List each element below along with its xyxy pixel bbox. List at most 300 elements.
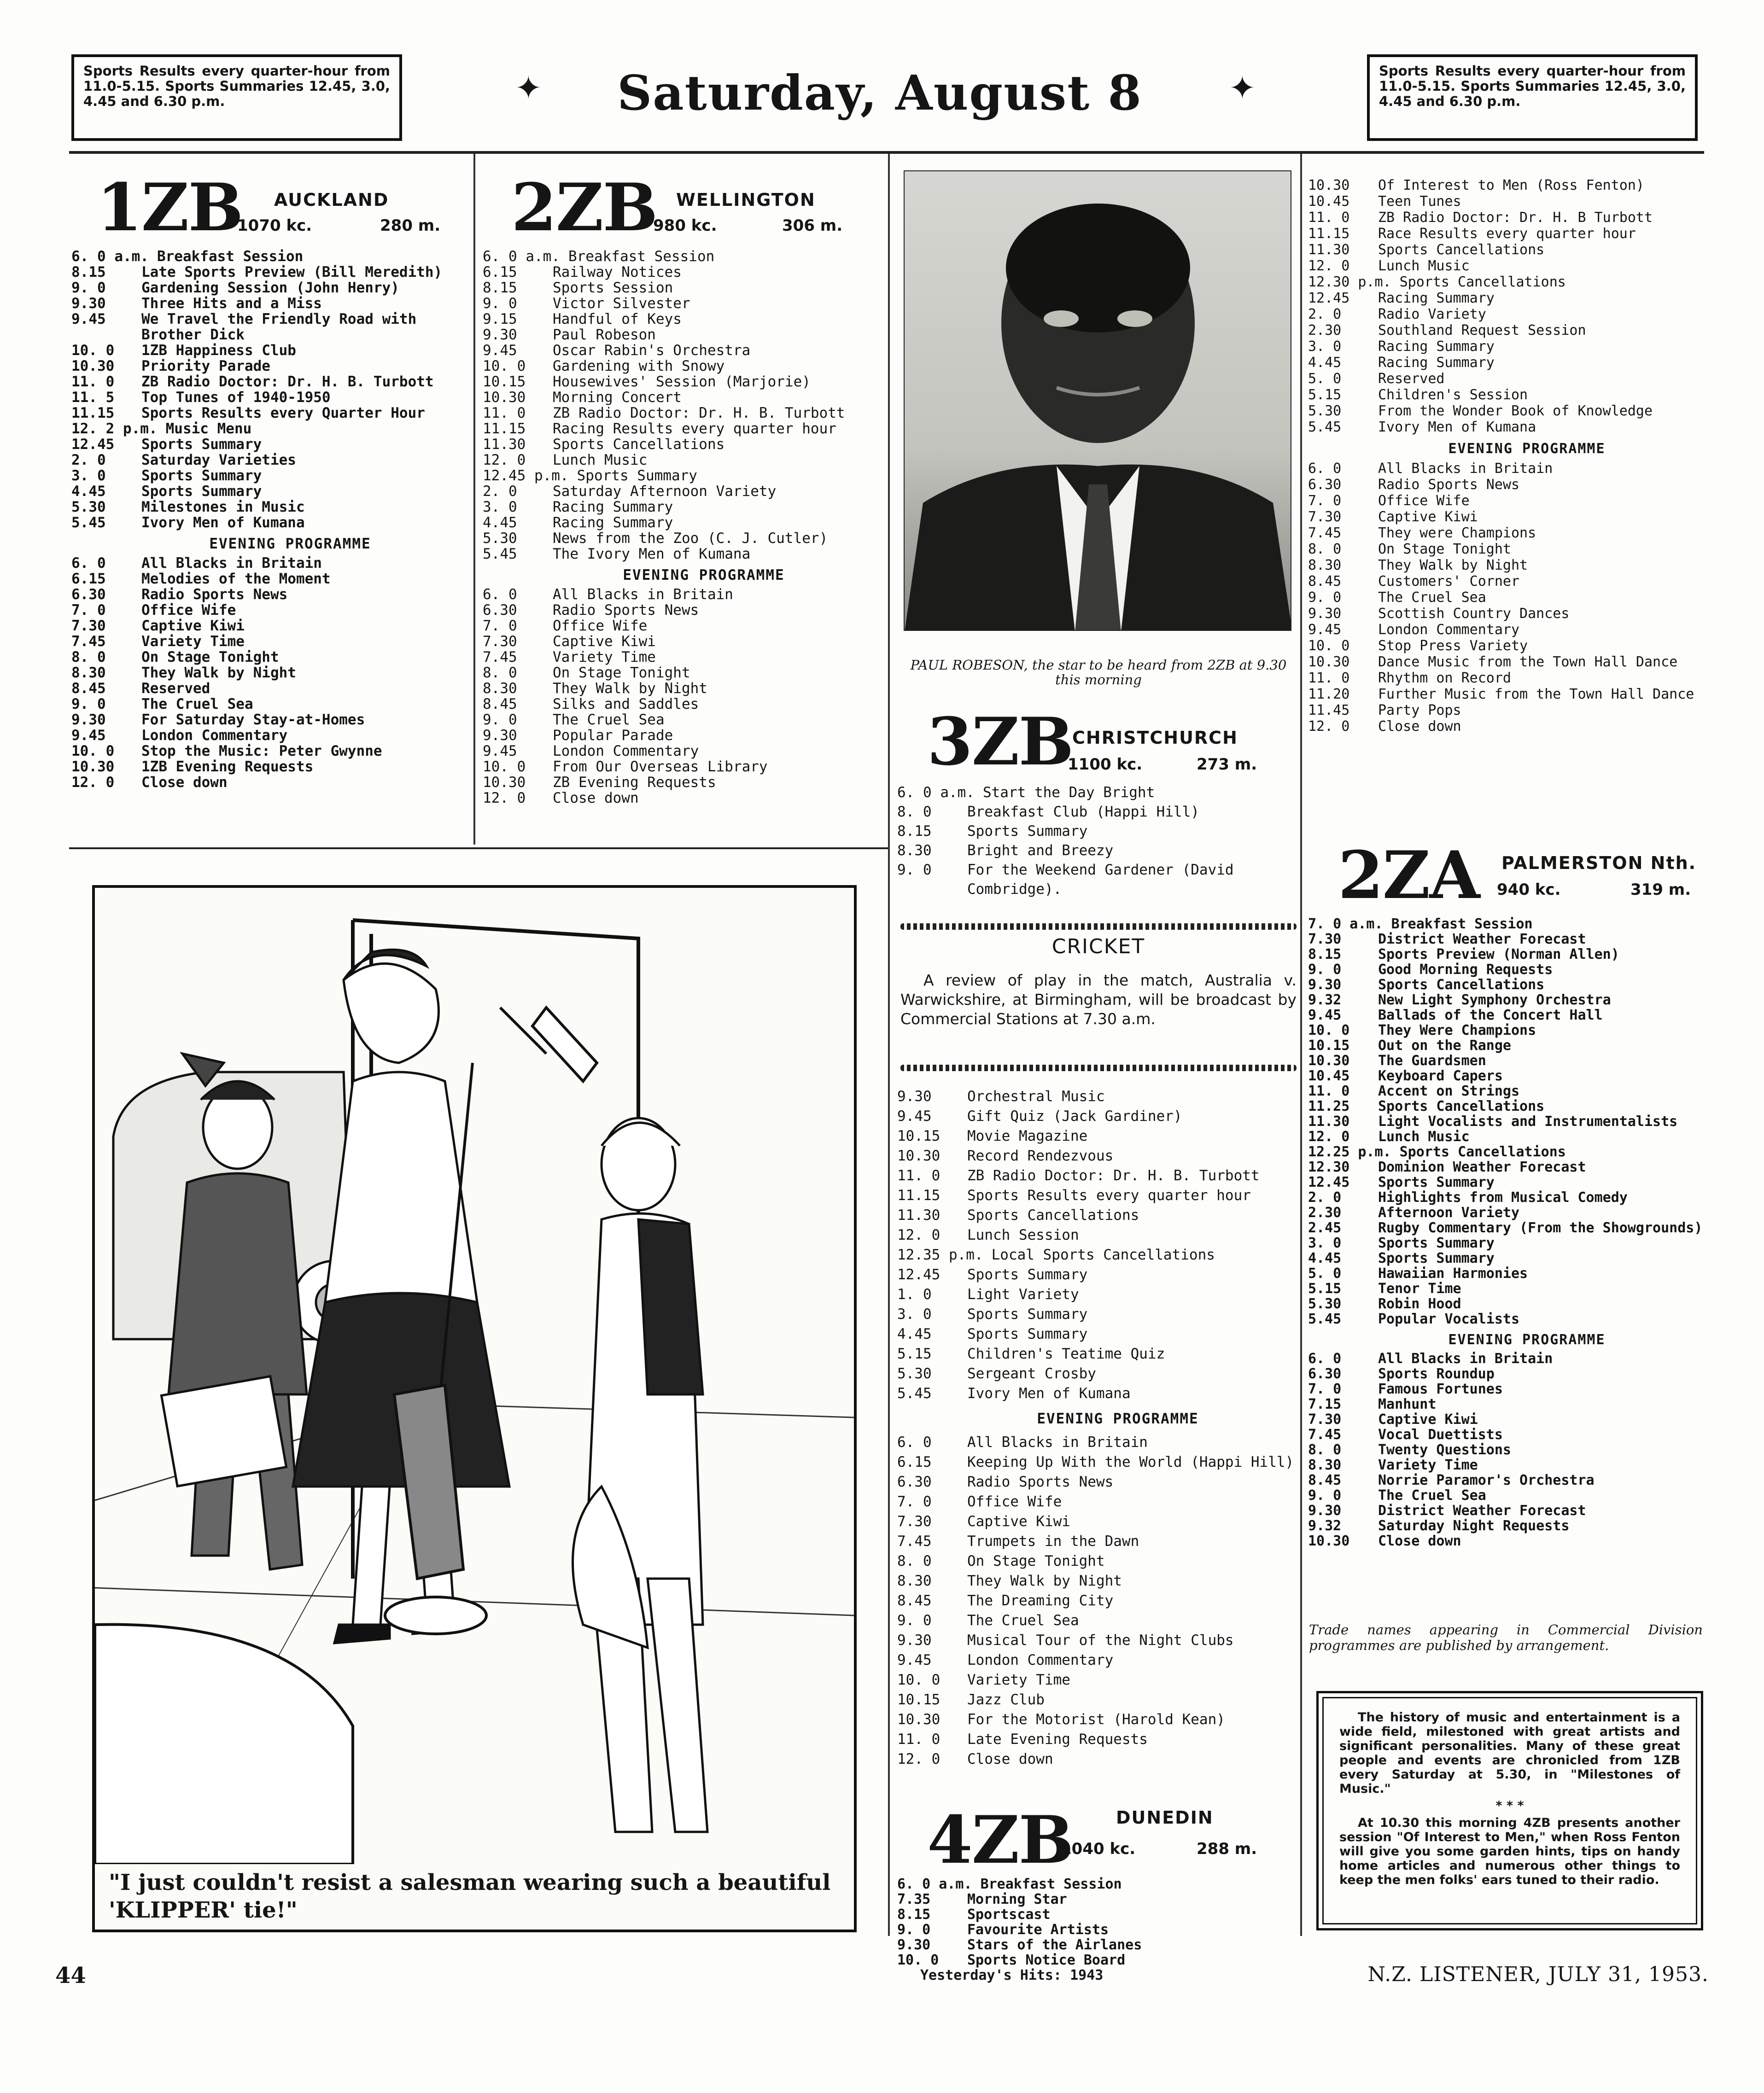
program-title: Sportscast xyxy=(967,1906,1051,1923)
program-item xyxy=(1308,274,1704,290)
program-item xyxy=(1308,1296,1704,1312)
program-time: 7.45 xyxy=(483,649,517,665)
program-item xyxy=(483,343,883,358)
program-title: Variety Time xyxy=(1378,1457,1478,1473)
program-time: 4.45 xyxy=(483,514,517,531)
program-title: On Stage Tonight xyxy=(1378,541,1511,557)
program-item xyxy=(71,280,467,296)
program-item xyxy=(1308,1220,1704,1236)
program-item xyxy=(1308,525,1704,541)
program-time: 11.45 xyxy=(1308,702,1350,718)
program-item xyxy=(71,421,467,437)
program-time: 9. 0 xyxy=(1308,962,1342,978)
program-item xyxy=(1308,1312,1704,1327)
program-time: 9.45 xyxy=(897,1652,932,1668)
program-item xyxy=(71,358,467,374)
program-title: Saturday Night Requests xyxy=(1378,1518,1570,1534)
paul-robeson-photo xyxy=(904,170,1291,631)
program-item xyxy=(1308,670,1704,686)
program-title: London Commentary xyxy=(553,743,699,759)
program-time: 9. 0 xyxy=(897,1922,931,1938)
program-list xyxy=(71,249,467,790)
program-title: From the Wonder Book of Knowledge xyxy=(1378,403,1653,419)
program-title: Sports Summary xyxy=(967,823,1088,840)
program-title: On Stage Tonight xyxy=(967,1553,1105,1569)
program-time: 7.45 xyxy=(897,1533,932,1550)
program-title: Customers' Corner xyxy=(1378,573,1520,589)
station-city: WELLINGTON xyxy=(676,190,816,210)
program-item xyxy=(1308,962,1704,977)
program-time: 12. 0 xyxy=(897,1751,940,1767)
program-title: Favourite Artists xyxy=(967,1922,1109,1938)
program-title: Trumpets in the Dawn xyxy=(967,1533,1139,1550)
station-city: DUNEDIN xyxy=(1116,1807,1214,1828)
program-title: Railway Notices xyxy=(553,264,682,280)
program-time: 9.45 xyxy=(71,727,106,744)
program-title: Light Vocalists and Instrumentalists xyxy=(1378,1114,1678,1130)
program-time: 6. 0 a.m. xyxy=(897,1876,972,1892)
station-frequency: 1040 kc. xyxy=(1061,1840,1136,1858)
program-item xyxy=(897,1591,1297,1611)
program-item xyxy=(483,743,883,759)
photo-caption: PAUL ROBESON, the star to be heard from 2ZB at 9.30 this morning xyxy=(910,657,1287,688)
table-icon xyxy=(95,1625,353,1864)
program-time: 11. 0 xyxy=(1308,210,1350,226)
program-time: 12. 2 p.m. xyxy=(71,420,158,437)
program-time: 4.45 xyxy=(897,1326,932,1342)
program-item xyxy=(483,452,883,468)
program-item xyxy=(1308,1266,1704,1281)
program-item xyxy=(71,665,467,681)
program-time: 5.15 xyxy=(1308,387,1342,403)
program-time: 4.45 xyxy=(1308,355,1342,371)
program-title: Dance Music from the Town Hall Dance xyxy=(1378,654,1678,670)
program-item xyxy=(483,421,883,437)
program-list xyxy=(897,1877,1297,1968)
program-item xyxy=(1308,290,1704,306)
program-item xyxy=(1308,1281,1704,1296)
program-title: News from the Zoo (C. J. Cutler) xyxy=(553,530,828,547)
program-title: Norrie Paramor's Orchestra xyxy=(1378,1472,1595,1488)
program-title: Sports Cancellations xyxy=(1378,242,1545,258)
program-time: 2. 0 xyxy=(71,452,106,468)
program-time: 8.15 xyxy=(71,264,106,280)
program-time: 10. 0 xyxy=(483,758,526,775)
program-title: Rhythm on Record xyxy=(1378,670,1511,686)
program-item xyxy=(1308,1068,1704,1084)
program-time: 8. 0 xyxy=(71,649,106,665)
program-title: Sports Summary xyxy=(141,436,262,453)
program-item xyxy=(1308,1518,1704,1533)
program-time: 3. 0 xyxy=(1308,1235,1342,1251)
program-title: For the Motorist (Harold Kean) xyxy=(967,1711,1225,1728)
program-time: 9. 0 xyxy=(897,862,932,878)
program-item xyxy=(483,775,883,790)
program-time: 7.30 xyxy=(71,618,106,634)
program-item xyxy=(897,783,1297,802)
program-item xyxy=(897,1384,1297,1404)
program-item xyxy=(1308,226,1704,242)
program-item xyxy=(1308,1175,1704,1190)
program-title: Radio Variety xyxy=(1378,306,1486,322)
program-item xyxy=(483,311,883,327)
program-time: 5.45 xyxy=(1308,1311,1342,1327)
program-time: 9.30 xyxy=(71,295,106,312)
program-title: The Ivory Men of Kumana xyxy=(553,546,751,562)
program-title: Dominion Weather Forecast xyxy=(1378,1159,1586,1175)
program-title: Stars of the Airlanes xyxy=(967,1937,1142,1953)
program-item xyxy=(71,743,467,759)
program-item xyxy=(897,1532,1297,1551)
program-title: All Blacks in Britain xyxy=(967,1434,1148,1451)
program-item xyxy=(483,296,883,311)
program-time: 7.30 xyxy=(1308,1411,1342,1428)
program-title: The Dreaming City xyxy=(967,1592,1114,1609)
program-time: 6.15 xyxy=(483,264,517,280)
header-rule xyxy=(69,151,1704,154)
program-title: Sports Notice Board xyxy=(967,1952,1126,1968)
program-title: Accent on Strings xyxy=(1378,1083,1520,1099)
program-item xyxy=(1308,1382,1704,1397)
program-title: Famous Fortunes xyxy=(1378,1381,1503,1397)
program-item xyxy=(1308,718,1704,735)
housewife-figure xyxy=(293,950,509,1643)
program-item xyxy=(897,1305,1297,1324)
program-item xyxy=(1308,1008,1704,1023)
program-time: 5.45 xyxy=(897,1385,932,1402)
program-title: Teen Tunes xyxy=(1378,193,1461,210)
program-time: 7. 0 xyxy=(71,602,106,618)
program-item xyxy=(1308,1533,1704,1549)
program-item xyxy=(897,1146,1297,1166)
program-time: 2. 0 xyxy=(483,483,517,500)
program-title: 1ZB Evening Requests xyxy=(141,758,314,775)
program-title: Close down xyxy=(967,1751,1053,1767)
program-time: 10.30 xyxy=(71,358,115,374)
program-title: Movie Magazine xyxy=(967,1128,1088,1144)
program-item xyxy=(897,1892,1297,1907)
info-box-stars: * * * xyxy=(1495,1799,1524,1813)
program-time: 9.15 xyxy=(483,311,517,327)
program-title: Breakfast Session xyxy=(568,248,715,265)
program-title: Popular Parade xyxy=(553,727,673,744)
program-title: They were Champions xyxy=(1378,525,1536,541)
program-time: 9. 0 xyxy=(71,696,106,712)
program-title: London Commentary xyxy=(967,1652,1114,1668)
program-title: Breakfast Session xyxy=(980,1876,1122,1892)
program-title: They Were Champions xyxy=(1378,1022,1536,1038)
program-item xyxy=(897,860,1297,899)
program-item xyxy=(483,634,883,649)
program-time: 7. 0 xyxy=(1308,493,1342,509)
program-time: 9.45 xyxy=(71,311,106,327)
program-item xyxy=(1308,916,1704,932)
program-item xyxy=(71,437,467,452)
program-list xyxy=(1308,916,1704,1549)
program-title: Sports Summary xyxy=(141,483,262,500)
program-title: Radio Sports News xyxy=(967,1474,1114,1490)
program-title: Local Sports Cancellations xyxy=(991,1247,1215,1263)
program-time: 9.30 xyxy=(897,1937,931,1953)
program-time: 10.30 xyxy=(1308,177,1350,193)
program-title: Sports Summary xyxy=(967,1266,1088,1283)
station-city: PALMERSTON Nth. xyxy=(1501,853,1697,873)
program-time: 10. 0 xyxy=(1308,1022,1350,1038)
program-time: 10. 0 xyxy=(71,743,115,759)
program-item xyxy=(71,499,467,515)
program-title: Sports Cancellations xyxy=(1378,1098,1545,1114)
program-title: District Weather Forecast xyxy=(1378,1503,1586,1519)
program-title: Milestones in Music xyxy=(141,499,305,515)
program-title: Morning Concert xyxy=(553,389,682,406)
program-title: Handful of Keys xyxy=(553,311,682,327)
cartoon-panel xyxy=(92,885,857,1932)
program-item xyxy=(897,1877,1297,1892)
program-time: 5. 0 xyxy=(1308,371,1342,387)
program-time: 10. 0 xyxy=(71,342,115,359)
program-title: Sports Summary xyxy=(1378,1235,1495,1251)
program-title: Popular Vocalists xyxy=(1378,1311,1520,1327)
program-title: ZB Evening Requests xyxy=(553,774,716,791)
program-time: 11.30 xyxy=(1308,242,1350,258)
info-box xyxy=(1316,1691,1703,1930)
station-frequency: 1100 kc. xyxy=(1068,755,1143,774)
program-item xyxy=(1308,338,1704,355)
program-item xyxy=(1308,461,1704,477)
program-time: 11.15 xyxy=(1308,226,1350,242)
station-frequency: 1070 kc. xyxy=(237,216,312,235)
program-time: 9. 0 xyxy=(483,295,517,312)
program-title: Racing Summary xyxy=(553,514,673,531)
program-item xyxy=(1308,1351,1704,1366)
program-time: 12.45 xyxy=(71,436,115,453)
program-title: Racing Summary xyxy=(553,499,673,515)
program-time: 2. 0 xyxy=(1308,1189,1342,1206)
program-title: Breakfast Session xyxy=(1391,916,1533,932)
info-box-paragraph-1: The history of music and entertainment is a wide field, milestoned with great artists and significant personalities. Many of these great people and events are chronicled from 1ZB every Saturday at 5.30, in "Milestones of Music." xyxy=(1339,1710,1680,1796)
program-title: The Cruel Sea xyxy=(967,1612,1079,1629)
program-title: Sports Summary xyxy=(1378,1250,1495,1266)
program-title: The Cruel Sea xyxy=(1378,589,1486,606)
program-title: Melodies of the Moment xyxy=(141,571,331,587)
program-item xyxy=(1308,1503,1704,1518)
program-time: 8.30 xyxy=(71,665,106,681)
program-title: Reserved xyxy=(141,680,210,697)
program-time: 12.45 xyxy=(897,1266,940,1283)
program-item xyxy=(1308,702,1704,718)
program-title: Captive Kiwi xyxy=(967,1513,1070,1530)
program-title: ZB Radio Doctor: Dr. H. B Turbott xyxy=(1378,210,1653,226)
program-time: 9. 0 xyxy=(483,711,517,728)
program-item xyxy=(71,452,467,468)
program-time: 7.45 xyxy=(1308,1427,1342,1443)
program-time: 9.45 xyxy=(1308,622,1342,638)
program-title: Racing Results every quarter hour xyxy=(553,420,836,437)
program-title: Variety Time xyxy=(553,649,656,665)
program-time: 5.15 xyxy=(897,1346,932,1362)
program-title: On Stage Tonight xyxy=(141,649,279,665)
program-title: ZB Radio Doctor: Dr. H. B. Turbott xyxy=(553,405,845,421)
program-time: 9.45 xyxy=(1308,1007,1342,1023)
sports-note-left xyxy=(71,54,402,141)
program-item xyxy=(897,1324,1297,1344)
program-time: 8.15 xyxy=(1308,946,1342,962)
program-title: Office Wife xyxy=(553,618,648,634)
program-time: 9. 0 xyxy=(71,280,106,296)
program-item xyxy=(71,728,467,743)
program-title: Hawaiian Harmonies xyxy=(1378,1265,1528,1282)
program-title: Reserved xyxy=(1378,371,1445,387)
program-title: Highlights from Musical Comedy xyxy=(1378,1189,1628,1206)
station-wavelength: 273 m. xyxy=(1197,755,1257,774)
program-time: 3. 0 xyxy=(71,467,106,484)
program-item xyxy=(897,1364,1297,1384)
program-title: Children's Session xyxy=(1378,387,1528,403)
program-time: 10. 0 xyxy=(483,358,526,374)
program-title: District Weather Forecast xyxy=(1378,931,1586,947)
program-time: 11. 0 xyxy=(1308,670,1350,686)
station-call-sign: 2ZB xyxy=(511,169,657,246)
program-time: 8.30 xyxy=(1308,557,1342,573)
program-time: 10.30 xyxy=(71,758,115,775)
program-item xyxy=(1308,557,1704,573)
program-item xyxy=(1308,371,1704,387)
program-time: 5.15 xyxy=(1308,1281,1342,1297)
program-item xyxy=(1308,322,1704,338)
program-item xyxy=(897,1611,1297,1631)
program-time: 11.20 xyxy=(1308,686,1350,702)
info-box-paragraph-2: At 10.30 this morning 4ZB presents another session "Of Interest to Men," when Ross Fenton will give you some garden hints, tips on handy home articles and numerous other things to keep the men folks' ears tuned to their radio. xyxy=(1339,1816,1680,1887)
evening-programme-heading: EVENING PROGRAMME xyxy=(1448,441,1606,457)
program-title: London Commentary xyxy=(1378,622,1520,638)
program-item xyxy=(483,499,883,515)
program-time: 12. 0 xyxy=(483,452,526,468)
program-time: 5.30 xyxy=(71,499,106,515)
program-time: 5. 0 xyxy=(1308,1265,1342,1282)
program-title: Further Music from the Town Hall Dance xyxy=(1378,686,1694,702)
program-item xyxy=(1308,541,1704,557)
program-item xyxy=(483,618,883,634)
program-title: Radio Sports News xyxy=(141,586,288,603)
program-title: Breakfast Club (Happi Hill) xyxy=(967,804,1199,820)
program-item xyxy=(1308,573,1704,589)
program-title: ZB Radio Doctor: Dr. H. B. Turbott xyxy=(141,373,434,390)
program-title: All Blacks in Britain xyxy=(553,586,733,603)
program-time: 6.30 xyxy=(1308,477,1342,493)
program-title: Variety Time xyxy=(141,633,245,650)
program-time: 9.30 xyxy=(483,326,517,343)
program-time: 9.30 xyxy=(1308,1503,1342,1519)
program-title: Start the Day Bright xyxy=(982,784,1155,801)
program-title: They Walk by Night xyxy=(967,1573,1122,1589)
program-item xyxy=(897,1551,1297,1571)
program-item xyxy=(483,280,883,296)
program-item xyxy=(1308,493,1704,509)
program-list xyxy=(483,249,883,806)
program-title: Sports Session xyxy=(553,280,673,296)
program-item xyxy=(1308,992,1704,1008)
program-list-4zb-continued xyxy=(1308,177,1704,735)
program-item xyxy=(1308,1427,1704,1442)
program-title: Radio Sports News xyxy=(553,602,699,618)
mid-rule xyxy=(69,847,888,849)
program-time: 7. 0 xyxy=(1308,1381,1342,1397)
program-item xyxy=(71,296,467,311)
program-item xyxy=(1308,1412,1704,1427)
program-time: 7.30 xyxy=(897,1513,932,1530)
program-title: Jazz Club xyxy=(967,1691,1045,1708)
program-title: Oscar Rabin's Orchestra xyxy=(553,342,751,359)
program-title: Scottish Country Dances xyxy=(1378,606,1570,622)
program-time: 6. 0 xyxy=(71,555,106,571)
program-item xyxy=(71,390,467,405)
program-title: Twenty Questions xyxy=(1378,1442,1511,1458)
program-time: 8.45 xyxy=(71,680,106,697)
program-title: London Commentary xyxy=(141,727,288,744)
program-title: Office Wife xyxy=(141,602,236,618)
station-call-sign: 2ZA xyxy=(1338,837,1479,914)
program-title: Robin Hood xyxy=(1378,1296,1461,1312)
program-time: 2. 0 xyxy=(1308,306,1342,322)
program-time: 9.30 xyxy=(483,727,517,744)
program-title: Silks and Saddles xyxy=(553,696,699,712)
program-title: Gardening Session (John Henry) xyxy=(141,280,399,296)
program-title: Captive Kiwi xyxy=(1378,509,1478,525)
program-time: 10.30 xyxy=(897,1711,940,1728)
cartoon-illustration xyxy=(95,888,854,1864)
program-title: Variety Time xyxy=(967,1672,1070,1688)
program-title: Keeping Up With the World (Happi Hill) xyxy=(967,1454,1294,1470)
station-2za xyxy=(1308,837,1704,1549)
program-title: Captive Kiwi xyxy=(141,618,245,634)
program-item xyxy=(1308,1144,1704,1160)
program-item xyxy=(1308,387,1704,403)
program-item xyxy=(483,405,883,421)
program-item xyxy=(897,1710,1297,1730)
program-title: Race Results every quarter hour xyxy=(1378,226,1636,242)
program-item xyxy=(897,1690,1297,1710)
program-time: 1. 0 xyxy=(897,1286,932,1303)
station-call-sign: 4ZB xyxy=(927,1802,1073,1878)
program-title: Sports Summary xyxy=(1378,1174,1495,1190)
program-item xyxy=(71,775,467,790)
program-item xyxy=(71,343,467,358)
program-item xyxy=(71,249,467,264)
program-time: 6.30 xyxy=(1308,1366,1342,1382)
program-item xyxy=(897,1670,1297,1690)
program-time: 10.45 xyxy=(1308,1068,1350,1084)
program-time: 11. 5 xyxy=(71,389,115,406)
program-item xyxy=(897,1512,1297,1532)
program-time: 12. 0 xyxy=(71,774,115,791)
program-time: 11.30 xyxy=(483,436,526,453)
program-title: Priority Parade xyxy=(141,358,270,374)
program-list xyxy=(897,783,1297,899)
program-title: Sports Roundup xyxy=(1378,1366,1495,1382)
program-time: 10.15 xyxy=(483,373,526,390)
program-item xyxy=(897,1650,1297,1670)
program-time: 3. 0 xyxy=(897,1306,932,1323)
program-item xyxy=(71,374,467,390)
program-item xyxy=(1308,419,1704,435)
program-time: 3. 0 xyxy=(483,499,517,515)
station-city: CHRISTCHURCH xyxy=(1072,728,1238,748)
program-time: 6. 0 xyxy=(1308,461,1342,477)
program-title: Captive Kiwi xyxy=(1378,1411,1478,1428)
program-time: 7. 0 xyxy=(897,1493,932,1510)
program-title: They Walk by Night xyxy=(141,665,296,681)
program-time: 11.15 xyxy=(71,405,115,421)
